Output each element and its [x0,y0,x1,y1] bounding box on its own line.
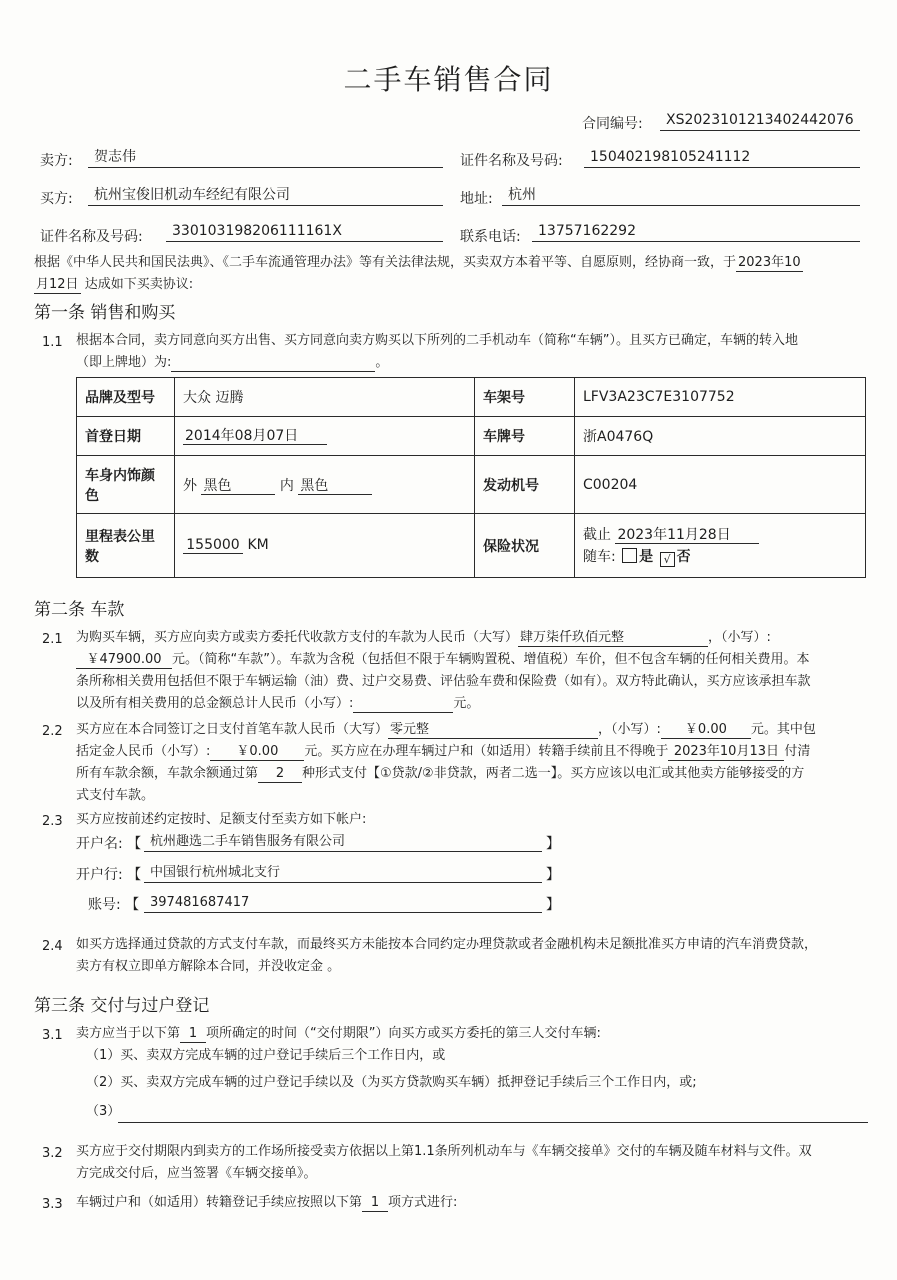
delivery-option-3-label: （3） [86,1104,121,1119]
clause-2-1 [76,627,876,715]
seller-id-label: 证件名称及号码: [460,153,563,169]
clause-2-2-d: 括定金人民币（小写）: [76,744,211,759]
clause-3-1-a: 卖方应当于以下第 [76,1026,181,1041]
car-price-uppercase: 肆万柒仟玖佰元整 [518,630,708,647]
brand-value: 大众 迈腾 [175,378,475,417]
clause-2-4-num: 2.4 [42,939,63,954]
account-bank-label: 开户行: [76,867,123,883]
mileage-unit: KM [247,537,269,553]
payment-method-number: 2 [258,766,302,783]
clause-3-1 [76,1023,876,1045]
bracket-left: 【 [125,897,140,913]
clause-2-4-b: 卖方有权立即单方解除本合同，并没收定金 。 [76,959,341,974]
exterior-label: 外 [183,477,197,494]
clause-2-1-a: 为购买车辆，买方应向卖方或卖方委托代收款方支付的车款为人民币（大写） [76,630,519,645]
transfer-option-number: 1 [362,1195,388,1212]
engine-value: C00204 [575,456,866,514]
buyer-id: 330103198206111161X [166,222,443,242]
no-label: 否 [676,549,691,565]
buyer-label: 买方: [40,191,73,207]
clause-2-2-a: 买方应在本合同签订之日支付首笔车款人民币（大写） [76,722,389,737]
yes-checkbox[interactable] [622,548,637,563]
clause-3-3 [76,1192,876,1214]
account-name-label: 开户名: [76,836,123,852]
clause-1-1-end: 。 [375,355,389,370]
clause-3-3-a: 车辆过户和（如适用）转籍登记手续应按照以下第 [76,1195,363,1210]
account-bank-row [76,864,141,884]
preamble [34,252,874,296]
seller-label: 卖方: [40,153,73,169]
preamble-tail: 达成如下买卖协议: [84,277,194,292]
phone-value: 13757162292 [532,222,860,242]
clause-3-2 [76,1141,876,1185]
plate-label: 车牌号 [475,417,575,456]
color-label: 车身内饰颜色 [77,456,175,514]
clause-2-2-b: ，（小写）: [598,722,661,737]
clause-2-1-c: 元。（简称“车款”）。车款为含税（包括但不限于车辆购置税、增值税）车价，但不包含车辆的任何相关费用。本 [172,652,810,667]
clause-1-1-text: 根据本合同，卖方同意向买方出售、买方同意向卖方购买以下所列的二手机动车（简称“车辆”）。且买方已确定，车辆的转入地 [76,333,798,348]
clause-3-3-num: 3.3 [42,1197,63,1212]
clause-2-2-num: 2.2 [42,724,63,739]
clause-2-2-i: 式支付车款。 [76,788,155,803]
buyer-id-label: 证件名称及号码: [40,229,143,245]
no-checkbox-checked[interactable]: √ [660,552,675,567]
brand-label: 品牌及型号 [77,378,175,417]
clause-1-1 [76,330,876,374]
delivery-option-3-field [118,1122,868,1123]
first-payment-amount: ￥0.00 [661,722,751,739]
mileage-cell [175,514,475,578]
clause-2-2-g: 所有车款余额，车款余额通过第 [76,766,259,781]
insurance-until-label: 截止 [583,527,611,543]
clause-2-3-text: 买方应按前述约定按时、足额支付至卖方如下帐户: [76,812,367,827]
address-label: 地址: [460,191,493,207]
contract-title: 二手车销售合同 [343,63,554,96]
preamble-date-1: 2023年10 [738,255,801,270]
delivery-option-2: （2）买、卖双方完成车辆的过户登记手续以及（为买方贷款购买车辆）抵押登记手续后三个工作日内，或; [86,1075,697,1090]
contract-no-value: XS2023101213402442076 [660,111,860,131]
clause-2-2-e: 元。买方应在办理车辆过户和（如适用）转籍手续前且不得晚于 [304,744,669,759]
clause-2-1-num: 2.1 [42,632,63,647]
article-3-title: 第三条 交付与过户登记 [34,996,210,1016]
reg-date-value: 2014年08月07日 [183,428,327,445]
bracket-right: 】 [546,897,560,913]
account-name-row [76,833,141,853]
clause-3-1-num: 3.1 [42,1028,63,1043]
article-1-title: 第一条 销售和购买 [34,303,176,323]
clause-1-1-text2: （即上牌地）为: [76,355,172,370]
payment-deadline: 2023年10月13日 [668,744,784,761]
clause-2-2-c: 元。其中包 [750,722,816,737]
interior-color: 黑色 [298,478,372,495]
phone-label: 联系电话: [460,229,521,245]
mileage-label: 里程表公里数 [77,514,175,578]
bracket-right: 】 [546,836,560,852]
clause-1-1-num: 1.1 [42,335,63,350]
insurance-label: 保险状况 [475,514,575,578]
interior-label: 内 [279,477,294,494]
color-cell [175,456,475,514]
vin-value: LFV3A23C7E3107752 [575,378,866,417]
account-bank-value: 中国银行杭州城北支行 [144,863,542,883]
clause-3-2-a: 买方应于交付期限内到卖方的工作场所接受卖方依据以上第1.1条所列机动车与《车辆交接单》交付的车辆及随车材料与文件。双 [76,1144,812,1159]
deposit-amount: ￥0.00 [210,744,304,761]
plate-value: 浙A0476Q [575,417,866,456]
reg-date-label: 首登日期 [77,417,175,456]
total-amount-field [353,696,453,713]
clause-2-1-b: ，（小写）: [708,630,771,645]
clause-2-2-h: 种形式支付【①贷款/②非贷款，两者二选一】。买方应该以电汇或其他卖方能够接受的方 [302,766,805,781]
account-no-label: 账号: [88,897,121,913]
clause-2-1-d: 条所称相关费用包括但不限于车辆运输（油）费、过户交易费、评估验车费和保险费（如有）。双方特此确认，买方应该承担车款 [76,674,811,689]
account-name-value: 杭州趣选二手车销售服务有限公司 [144,832,542,852]
clause-2-2 [76,719,876,807]
yes-label: 是 [639,549,654,565]
contract-no-label: 合同编号: [582,116,643,132]
mileage-value: 155000 [183,537,243,554]
seller-id: 150402198105241112 [584,148,860,168]
reg-date-cell [175,417,475,456]
exterior-color: 黑色 [201,478,275,495]
car-price-amount: ￥47900.00 [76,652,172,669]
clause-2-4 [76,934,876,978]
preamble-date-2: 月12日 [36,277,79,292]
account-no-value: 397481687417 [144,893,542,913]
vehicle-info-table [76,377,866,578]
bracket-right: 】 [546,867,560,883]
address-value: 杭州 [502,186,860,206]
seller-name: 贺志伟 [88,148,443,168]
insurance-until-date: 2023年11月28日 [615,527,759,544]
transfer-destination-field [171,355,375,372]
insurance-cell [575,514,866,578]
account-no-row [88,894,139,914]
clause-3-2-num: 3.2 [42,1146,63,1161]
article-2-title: 第二条 车款 [34,600,125,620]
clause-2-2-f: 付清 [784,744,811,759]
vin-label: 车架号 [475,378,575,417]
buyer-name: 杭州宝俊旧机动车经纪有限公司 [88,186,443,206]
clause-3-1-b: 项所确定的时间（“交付期限”）向买方或买方委托的第三人交付车辆: [206,1026,601,1041]
delivery-option-number: 1 [180,1026,206,1043]
bracket-left: 【 [127,836,142,852]
clause-2-4-a: 如买方选择通过贷款的方式支付车款，而最终买方未能按本合同约定办理贷款或者金融机构未足额批准买方申请的汽车消费贷款， [76,937,818,952]
clause-2-1-e: 以及所有相关费用的总金额总计人民币（小写）: [76,696,354,711]
engine-label: 发动机号 [475,456,575,514]
preamble-text: 根据《中华人民共和国民法典》、《二手车流通管理办法》等有关法律法规，买卖双方本着平等、自愿原则，经协商一致，于 [34,255,737,270]
delivery-option-1: （1）买、卖双方完成车辆的过户登记手续后三个工作日内，或 [86,1048,446,1063]
insurance-with-car-label: 随车: [583,549,616,565]
clause-3-3-b: 项方式进行: [388,1195,458,1210]
first-payment-uppercase: 零元整 [388,722,598,739]
clause-2-1-f: 元。 [453,696,480,711]
clause-3-2-b: 方完成交付后，应当签署《车辆交接单》。 [76,1166,317,1181]
bracket-left: 【 [127,867,142,883]
clause-2-3-num: 2.3 [42,814,63,829]
